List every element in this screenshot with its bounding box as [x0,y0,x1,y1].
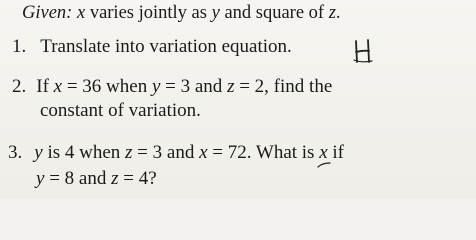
item-text: If [36,76,54,97]
item-3 [8,142,344,164]
var-x: x [76,3,86,23]
item-2-continuation [40,100,201,122]
var-y: y [34,142,43,163]
item-text: if [327,142,345,163]
var-y: y [36,168,45,189]
item-text: = 36 when [62,76,152,97]
var-z: z [328,3,336,23]
item-text: = 3 and [132,142,200,163]
given-period: . [335,3,341,23]
var-x: x [53,76,63,97]
given-label: Given: [22,3,73,23]
var-x: x [199,142,208,163]
item-text: constant of variation. [40,100,201,121]
var-z: z [227,76,235,97]
item-1 [12,36,292,58]
item-text: = 4? [118,168,157,189]
item-text: = 3 and [160,76,228,97]
item-text: = 8 and [44,168,112,189]
var-x: x [319,142,328,163]
given-text: varies jointly as [85,3,212,23]
var-x-marked [319,142,327,163]
item-number: 1. [12,36,27,57]
var-z: z [125,142,133,163]
item-text: = 2, find the [234,76,333,97]
item-2 [12,76,332,98]
var-y: y [211,3,220,23]
item-text: = 72. What is [207,142,320,163]
handwritten-h-icon [352,38,374,64]
item-text: is 4 when [42,142,126,163]
given-text-2: and square of [219,3,329,23]
given-statement [22,2,341,24]
item-3-continuation [36,168,157,190]
var-z: z [111,168,119,189]
var-y: y [151,76,161,97]
item-text: Translate into variation equation. [40,36,292,57]
tick-mark-icon [317,162,331,168]
item-number: 3. [8,142,23,163]
item-number: 2. [12,76,27,97]
